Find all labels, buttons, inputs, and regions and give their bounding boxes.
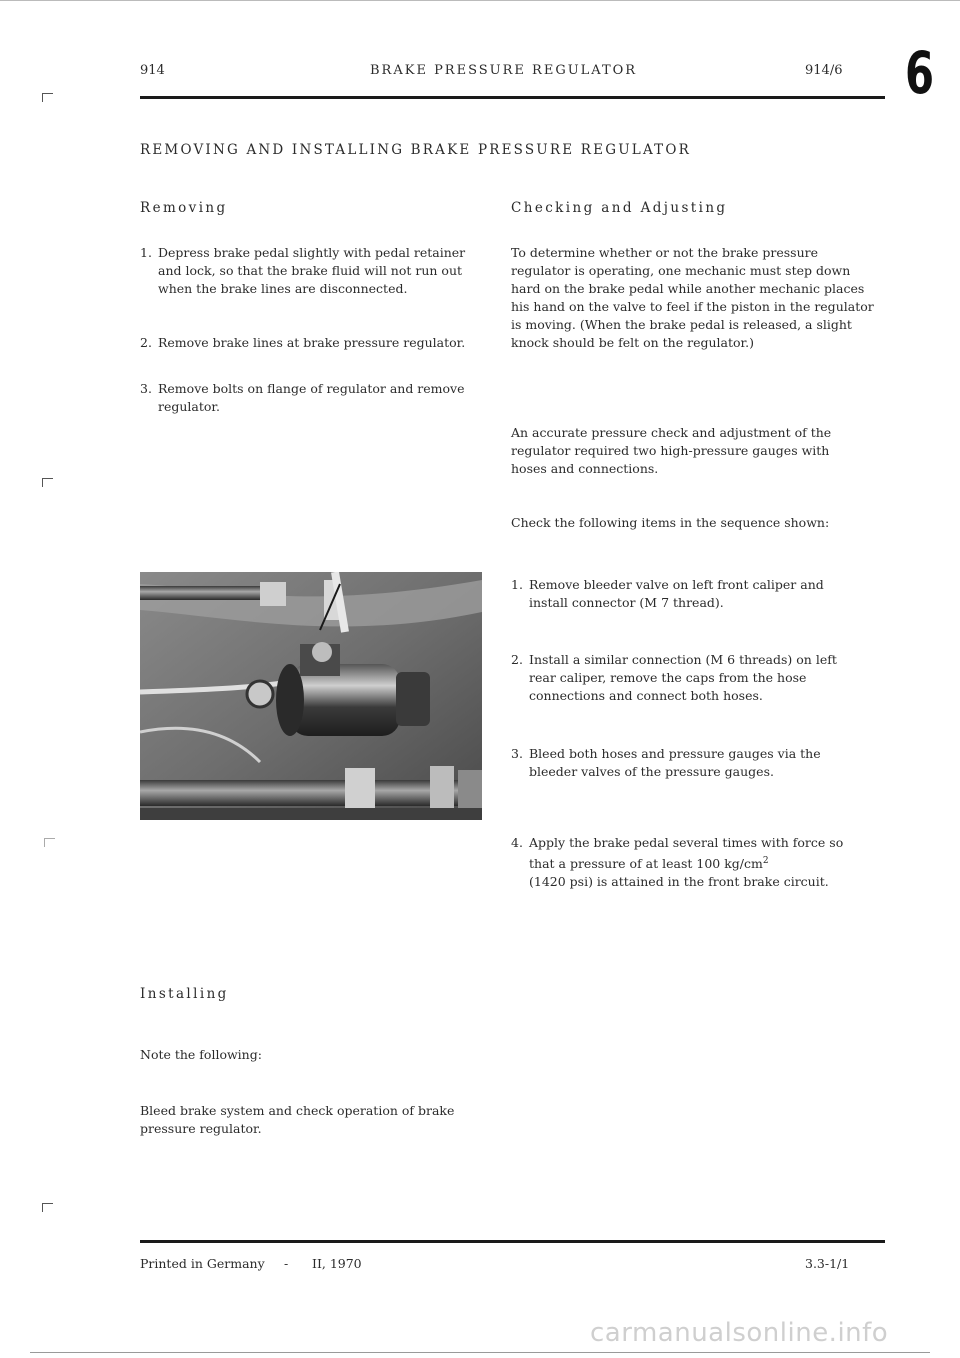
installing-text: Bleed brake system and check operation of brake pressure regulator. [140, 1103, 455, 1136]
step-text: Remove bolts on flange of regulator and remove regulator. [158, 381, 465, 414]
watermark-text: carmanualsonline.info [590, 1318, 889, 1348]
superscript: 2 [762, 856, 769, 866]
installing-note: Note the following: [140, 1047, 262, 1062]
step-text: Depress brake pedal slightly with pedal retainer and lock, so that the brake fluid will not run out when the brake lines are disconnected. [158, 245, 466, 296]
step-text-part: (1420 psi) is attained in the front brake circuit. [529, 874, 829, 890]
step-text [529, 834, 861, 891]
step-number: 1. [511, 577, 523, 592]
header-rule [140, 96, 885, 99]
scan-bottom-edge [30, 1352, 930, 1353]
removing-heading: Removing [140, 200, 228, 216]
step-number: 4. [511, 835, 523, 850]
removing-step [140, 244, 485, 298]
margin-mark [42, 1203, 53, 1212]
chapter-number: 6 [905, 39, 935, 107]
footer-date: II, 1970 [312, 1256, 362, 1271]
removing-step [140, 380, 485, 416]
scan-top-edge [0, 0, 960, 1]
step-number: 2. [511, 652, 523, 667]
footer-rule [140, 1240, 885, 1243]
document-title: REMOVING AND INSTALLING BRAKE PRESSURE REGULATOR [140, 142, 691, 158]
checking-step [511, 834, 861, 891]
checking-step [511, 651, 861, 705]
margin-mark [42, 93, 53, 102]
checking-accurate: An accurate pressure check and adjustment of the regulator required two high-pressure gauges with hoses and connections. [511, 425, 832, 476]
checking-step [511, 576, 856, 612]
footer-printed: Printed in Germany [140, 1256, 265, 1271]
installing-heading: Installing [140, 986, 229, 1002]
removing-step [140, 334, 485, 352]
header-title: BRAKE PRESSURE REGULATOR [370, 63, 638, 78]
step-number: 1. [140, 245, 152, 260]
regulator-photo [140, 572, 482, 820]
checking-heading: Checking and Adjusting [511, 200, 728, 216]
step-text: Bleed both hoses and pressure gauges via the bleeder valves of the pressure gauges. [529, 746, 821, 779]
step-number: 3. [140, 381, 152, 396]
checking-sequence: Check the following items in the sequence shown: [511, 515, 830, 530]
step-number: 2. [140, 335, 152, 350]
step-number: 3. [511, 746, 523, 761]
footer-dash: - [284, 1256, 289, 1271]
step-text-part: Apply the brake pedal several times with force so that a pressure of at least 100 kg/cm [529, 835, 844, 872]
step-text: Remove bleeder valve on left front caliper and install connector (M 7 thread). [529, 577, 824, 610]
footer-page-ref: 3.3-1/1 [805, 1256, 850, 1271]
step-text: Remove brake lines at brake pressure regulator. [158, 335, 466, 350]
checking-intro: To determine whether or not the brake pressure regulator is operating, one mechanic must step down hard on the brake pedal while another mechanic places his hand on the valve to feel if the piston in the regulator is moving. (When the brake pedal is released, a slight knock should be felt on the regulator.) [511, 245, 874, 350]
step-text: Install a similar connection (M 6 threads) on left rear caliper, remove the caps from the hose connections and connect both hoses. [529, 652, 837, 703]
header-page-code: 914/6 [805, 63, 843, 78]
margin-mark [42, 478, 53, 487]
header-model: 914 [140, 63, 165, 78]
margin-mark [44, 838, 55, 847]
checking-step [511, 745, 856, 781]
